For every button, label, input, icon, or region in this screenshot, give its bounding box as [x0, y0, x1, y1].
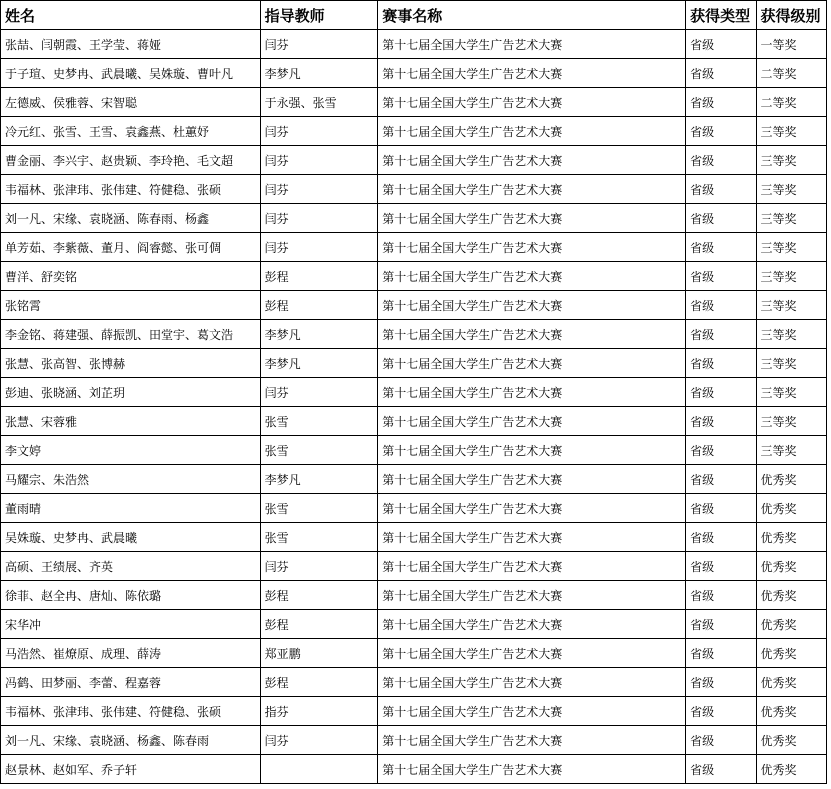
cell-award-level: 优秀奖 [756, 639, 826, 668]
table-body [1, 30, 827, 784]
cell-award-type: 省级 [686, 117, 756, 146]
cell-award-type: 省级 [686, 204, 756, 233]
cell-award-type: 省级 [686, 88, 756, 117]
header-row [1, 1, 827, 30]
table-row [1, 726, 827, 755]
table-row [1, 349, 827, 378]
header-award-type: 获得类型 [686, 1, 756, 30]
cell-award-type: 省级 [686, 697, 756, 726]
table-row [1, 639, 827, 668]
cell-award-type: 省级 [686, 465, 756, 494]
cell-award-type: 省级 [686, 291, 756, 320]
cell-competition: 第十七届全国大学生广告艺术大赛 [378, 407, 686, 436]
table-row [1, 494, 827, 523]
cell-advisor [260, 755, 378, 784]
cell-award-level: 三等奖 [756, 262, 826, 291]
cell-advisor: 彭程 [260, 291, 378, 320]
cell-award-level: 三等奖 [756, 233, 826, 262]
cell-award-level: 二等奖 [756, 59, 826, 88]
cell-name: 冷元红、张雪、王雪、袁鑫燕、杜蕙妤 [1, 117, 261, 146]
cell-competition: 第十七届全国大学生广告艺术大赛 [378, 59, 686, 88]
cell-award-type: 省级 [686, 494, 756, 523]
cell-name: 张喆、闫朝霞、王学莹、蒋娅 [1, 30, 261, 59]
cell-award-type: 省级 [686, 581, 756, 610]
cell-name: 曹金丽、李兴宇、赵贵颖、李玲艳、毛文超 [1, 146, 261, 175]
table-row [1, 233, 827, 262]
cell-advisor: 于永强、张雪 [260, 88, 378, 117]
cell-name: 徐菲、赵全冉、唐灿、陈依璐 [1, 581, 261, 610]
cell-competition: 第十七届全国大学生广告艺术大赛 [378, 233, 686, 262]
cell-competition: 第十七届全国大学生广告艺术大赛 [378, 30, 686, 59]
cell-award-type: 省级 [686, 436, 756, 465]
cell-advisor: 彭程 [260, 668, 378, 697]
cell-award-type: 省级 [686, 755, 756, 784]
cell-name: 李文婷 [1, 436, 261, 465]
table-row [1, 581, 827, 610]
cell-competition: 第十七届全国大学生广告艺术大赛 [378, 262, 686, 291]
table-row [1, 610, 827, 639]
cell-advisor: 李梦凡 [260, 320, 378, 349]
cell-name: 彭迪、张晓涵、刘芷玥 [1, 378, 261, 407]
cell-award-level: 三等奖 [756, 407, 826, 436]
cell-competition: 第十七届全国大学生广告艺术大赛 [378, 610, 686, 639]
cell-name: 董雨晴 [1, 494, 261, 523]
cell-advisor: 闫芬 [260, 552, 378, 581]
cell-competition: 第十七届全国大学生广告艺术大赛 [378, 581, 686, 610]
cell-competition: 第十七届全国大学生广告艺术大赛 [378, 668, 686, 697]
cell-award-type: 省级 [686, 349, 756, 378]
cell-award-level: 优秀奖 [756, 726, 826, 755]
cell-competition: 第十七届全国大学生广告艺术大赛 [378, 697, 686, 726]
cell-name: 刘一凡、宋缘、袁晓涵、杨鑫、陈春雨 [1, 726, 261, 755]
cell-advisor: 张雪 [260, 407, 378, 436]
cell-competition: 第十七届全国大学生广告艺术大赛 [378, 552, 686, 581]
cell-award-type: 省级 [686, 668, 756, 697]
cell-award-type: 省级 [686, 639, 756, 668]
cell-advisor: 张雪 [260, 494, 378, 523]
cell-competition: 第十七届全国大学生广告艺术大赛 [378, 175, 686, 204]
cell-competition: 第十七届全国大学生广告艺术大赛 [378, 117, 686, 146]
cell-award-level: 三等奖 [756, 175, 826, 204]
cell-advisor: 彭程 [260, 581, 378, 610]
table-row [1, 291, 827, 320]
cell-advisor: 李梦凡 [260, 465, 378, 494]
table-row [1, 668, 827, 697]
table-row [1, 755, 827, 784]
cell-competition: 第十七届全国大学生广告艺术大赛 [378, 291, 686, 320]
cell-award-type: 省级 [686, 407, 756, 436]
cell-award-type: 省级 [686, 552, 756, 581]
cell-award-level: 三等奖 [756, 320, 826, 349]
cell-advisor: 张雪 [260, 436, 378, 465]
cell-name: 宋华冲 [1, 610, 261, 639]
cell-advisor: 闫芬 [260, 30, 378, 59]
header-competition: 赛事名称 [378, 1, 686, 30]
cell-award-type: 省级 [686, 320, 756, 349]
table-row [1, 175, 827, 204]
cell-award-type: 省级 [686, 146, 756, 175]
cell-name: 张慧、宋蓉雅 [1, 407, 261, 436]
table-row [1, 30, 827, 59]
table-row [1, 88, 827, 117]
cell-name: 于子瑄、史梦冉、武晨曦、吴姝璇、曹叶凡 [1, 59, 261, 88]
cell-name: 韦福林、张津玮、张伟建、符健稳、张硕 [1, 697, 261, 726]
cell-name: 张铭霄 [1, 291, 261, 320]
table-row [1, 697, 827, 726]
cell-name: 李金铭、蒋建强、薛振凯、田堂宇、葛文浩 [1, 320, 261, 349]
cell-name: 高硕、王绩展、齐英 [1, 552, 261, 581]
cell-competition: 第十七届全国大学生广告艺术大赛 [378, 320, 686, 349]
cell-award-type: 省级 [686, 59, 756, 88]
table-row [1, 320, 827, 349]
cell-competition: 第十七届全国大学生广告艺术大赛 [378, 755, 686, 784]
table-row [1, 465, 827, 494]
cell-competition: 第十七届全国大学生广告艺术大赛 [378, 494, 686, 523]
cell-award-level: 优秀奖 [756, 697, 826, 726]
cell-competition: 第十七届全国大学生广告艺术大赛 [378, 146, 686, 175]
cell-award-level: 三等奖 [756, 117, 826, 146]
table-row [1, 146, 827, 175]
cell-advisor: 闫芬 [260, 146, 378, 175]
cell-advisor: 闫芬 [260, 233, 378, 262]
table-row [1, 262, 827, 291]
cell-award-type: 省级 [686, 233, 756, 262]
cell-name: 赵景林、赵如军、乔子轩 [1, 755, 261, 784]
table-row [1, 523, 827, 552]
cell-advisor: 闫芬 [260, 117, 378, 146]
cell-award-level: 一等奖 [756, 30, 826, 59]
cell-award-type: 省级 [686, 378, 756, 407]
cell-award-type: 省级 [686, 726, 756, 755]
cell-advisor: 郑亚鹏 [260, 639, 378, 668]
cell-award-level: 二等奖 [756, 88, 826, 117]
cell-award-level: 优秀奖 [756, 494, 826, 523]
cell-name: 左德威、侯雅蓉、宋智聪 [1, 88, 261, 117]
header-name: 姓名 [1, 1, 261, 30]
cell-award-type: 省级 [686, 523, 756, 552]
cell-name: 马浩然、崔燎原、成理、薛涛 [1, 639, 261, 668]
cell-award-type: 省级 [686, 175, 756, 204]
cell-award-level: 优秀奖 [756, 755, 826, 784]
cell-award-type: 省级 [686, 30, 756, 59]
cell-advisor: 张雪 [260, 523, 378, 552]
header-advisor: 指导教师 [260, 1, 378, 30]
cell-advisor: 指芬 [260, 697, 378, 726]
cell-advisor: 李梦凡 [260, 349, 378, 378]
cell-award-level: 三等奖 [756, 436, 826, 465]
table-row [1, 117, 827, 146]
cell-competition: 第十七届全国大学生广告艺术大赛 [378, 349, 686, 378]
cell-competition: 第十七届全国大学生广告艺术大赛 [378, 378, 686, 407]
cell-award-level: 三等奖 [756, 291, 826, 320]
cell-award-level: 优秀奖 [756, 610, 826, 639]
cell-award-level: 优秀奖 [756, 581, 826, 610]
table-row [1, 407, 827, 436]
table-row [1, 552, 827, 581]
cell-competition: 第十七届全国大学生广告艺术大赛 [378, 204, 686, 233]
cell-name: 刘一凡、宋缘、袁晓涵、陈春雨、杨鑫 [1, 204, 261, 233]
cell-advisor: 闫芬 [260, 204, 378, 233]
cell-advisor: 闫芬 [260, 726, 378, 755]
cell-award-level: 三等奖 [756, 146, 826, 175]
cell-name: 冯鹤、田梦丽、李蕾、程嘉蓉 [1, 668, 261, 697]
cell-award-level: 优秀奖 [756, 552, 826, 581]
cell-advisor: 闫芬 [260, 378, 378, 407]
cell-competition: 第十七届全国大学生广告艺术大赛 [378, 436, 686, 465]
cell-award-level: 三等奖 [756, 349, 826, 378]
cell-award-level: 优秀奖 [756, 465, 826, 494]
cell-name: 马耀宗、朱浩然 [1, 465, 261, 494]
cell-name: 张慧、张高智、张博赫 [1, 349, 261, 378]
cell-award-level: 三等奖 [756, 204, 826, 233]
table-row [1, 59, 827, 88]
cell-award-type: 省级 [686, 610, 756, 639]
cell-advisor: 李梦凡 [260, 59, 378, 88]
cell-award-type: 省级 [686, 262, 756, 291]
cell-competition: 第十七届全国大学生广告艺术大赛 [378, 465, 686, 494]
cell-name: 单芳茹、李紫薇、董月、阎睿懿、张可倜 [1, 233, 261, 262]
cell-name: 曹洋、舒奕铭 [1, 262, 261, 291]
cell-advisor: 闫芬 [260, 175, 378, 204]
cell-competition: 第十七届全国大学生广告艺术大赛 [378, 639, 686, 668]
cell-award-level: 优秀奖 [756, 523, 826, 552]
table-row [1, 204, 827, 233]
cell-advisor: 彭程 [260, 610, 378, 639]
header-award-level: 获得级别 [756, 1, 826, 30]
cell-name: 吴姝璇、史梦冉、武晨曦 [1, 523, 261, 552]
cell-award-level: 优秀奖 [756, 668, 826, 697]
cell-competition: 第十七届全国大学生广告艺术大赛 [378, 523, 686, 552]
cell-name: 韦福林、张津玮、张伟建、符健稳、张硕 [1, 175, 261, 204]
cell-award-level: 三等奖 [756, 378, 826, 407]
table-row [1, 436, 827, 465]
cell-competition: 第十七届全国大学生广告艺术大赛 [378, 88, 686, 117]
cell-advisor: 彭程 [260, 262, 378, 291]
table-row [1, 378, 827, 407]
cell-competition: 第十七届全国大学生广告艺术大赛 [378, 726, 686, 755]
